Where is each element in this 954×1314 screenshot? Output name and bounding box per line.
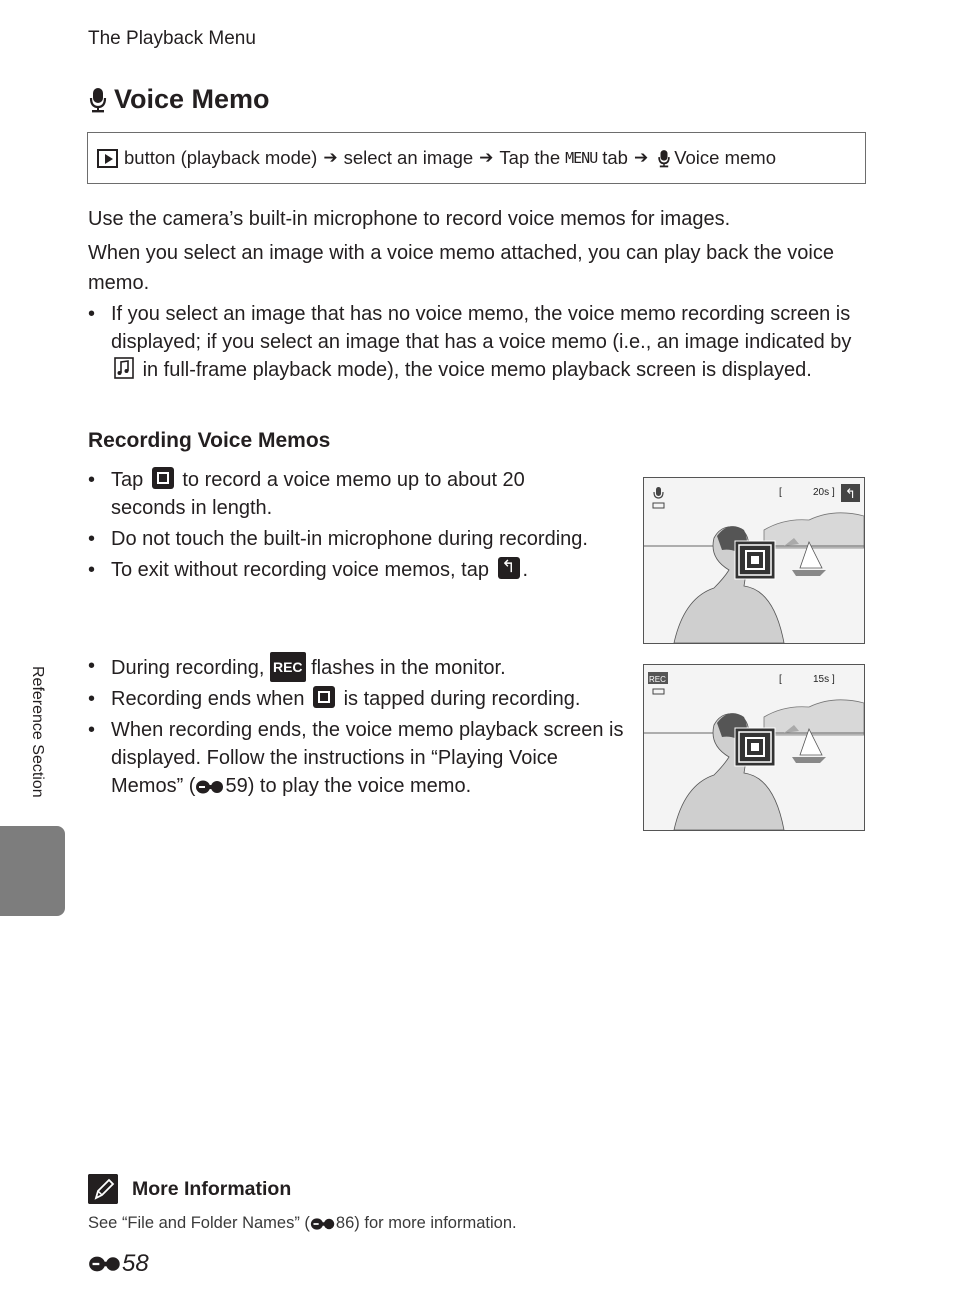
record-button-icon [313, 686, 335, 708]
svg-text:]: ] [832, 674, 835, 685]
svg-text:[: [ [779, 487, 782, 498]
pencil-note-icon [88, 1174, 118, 1204]
reference-page: 86 [335, 1214, 355, 1232]
bullet-text: Tap [111, 469, 144, 491]
menu-path-box [87, 132, 866, 184]
arrow-right-icon: ➔ [633, 148, 649, 167]
list-item [88, 652, 628, 682]
reference-page: 59 [225, 775, 248, 797]
side-section-label: Reference Section [29, 666, 46, 798]
bullet-text: . [522, 559, 529, 581]
svg-text:↰: ↰ [845, 487, 856, 502]
bullet-text-a: If you select an image that has no voice memo, the voice memo recording screen is displayed; if you select an image that has a voice memo (i.e., an image indicated by [111, 303, 852, 353]
path-item: Voice memo [674, 147, 776, 168]
section-heading: Recording Voice Memos [88, 429, 331, 452]
microphone-icon [88, 87, 108, 113]
svg-text:]: ] [832, 487, 835, 498]
path-button: button (playback mode) [124, 147, 318, 168]
intro-bullets [88, 300, 868, 387]
list-item [88, 685, 628, 713]
arrow-right-icon: ➔ [479, 148, 494, 167]
reference-section-icon [310, 1217, 336, 1231]
screen-illustration [644, 478, 864, 643]
rec-indicator: REC [270, 652, 306, 682]
screen1-time: 20s [813, 487, 830, 498]
record-button-icon [152, 467, 174, 489]
list-item [88, 466, 588, 522]
more-info-text [88, 1214, 517, 1233]
bullet-text: to record a voice memo up to about 20 seconds in length. [111, 469, 525, 519]
bullet-text: Recording ends when [111, 688, 305, 710]
section-tab [0, 826, 65, 916]
bullet-text-b: in full-frame playback mode), the voice memo playback screen is displayed. [142, 359, 812, 381]
page-title-text: Voice Memo [114, 84, 270, 114]
page-number [88, 1250, 149, 1278]
screen2-rec: REC [649, 675, 666, 684]
arrow-right-icon: ➔ [323, 148, 338, 167]
running-head: The Playback Menu [88, 28, 256, 49]
bullet-text: During recording, [111, 657, 265, 679]
bullet-text: ) to play the voice memo. [247, 775, 472, 797]
camera-screen-recording [643, 477, 865, 644]
intro-line-2: When you select an image with a voice memo attached, you can play back the voice memo. [88, 242, 834, 294]
intro-line-1: Use the camera’s built-in microphone to record voice memos for images. [88, 208, 731, 230]
page-title [88, 84, 270, 115]
screen2-time: 15s [813, 674, 830, 685]
path-select: select an image [343, 147, 474, 168]
page-number-text: 58 [122, 1250, 149, 1277]
more-info-title: More Information [132, 1177, 292, 1200]
playback-button-icon [97, 149, 118, 168]
reference-section-icon [88, 1254, 122, 1274]
path-tap: Tap the [499, 147, 561, 168]
reference-section-icon [195, 779, 225, 795]
list-item: • Do not touch the built-in microphone during recording. [88, 525, 588, 553]
more-info-heading [88, 1174, 291, 1204]
list-item [88, 556, 588, 584]
screen-illustration [644, 665, 864, 830]
bullet-text: To exit without recording voice memos, tap [111, 559, 489, 581]
microphone-icon [657, 149, 671, 168]
path-tab: tab [602, 147, 628, 168]
list-item [88, 716, 628, 800]
menu-glyph: MENU [565, 149, 598, 167]
svg-text:[: [ [779, 674, 782, 685]
camera-screen-recording-active [643, 664, 865, 831]
recording-bullets-2 [88, 652, 628, 803]
back-button-icon [498, 557, 520, 579]
list-item [88, 300, 868, 384]
footnote-text: See “File and Folder Names” ( [88, 1214, 310, 1232]
footnote-text: ) for more information. [354, 1214, 517, 1232]
bullet-text: flashes in the monitor. [311, 657, 506, 679]
bullet-text: is tapped during recording. [343, 688, 581, 710]
voice-memo-icon [114, 357, 134, 379]
recording-bullets-1 [88, 466, 588, 587]
bullet-text: When recording ends, the voice memo playback screen is displayed. Follow the instructions in “Playing Voice Memos” ( [111, 719, 624, 797]
